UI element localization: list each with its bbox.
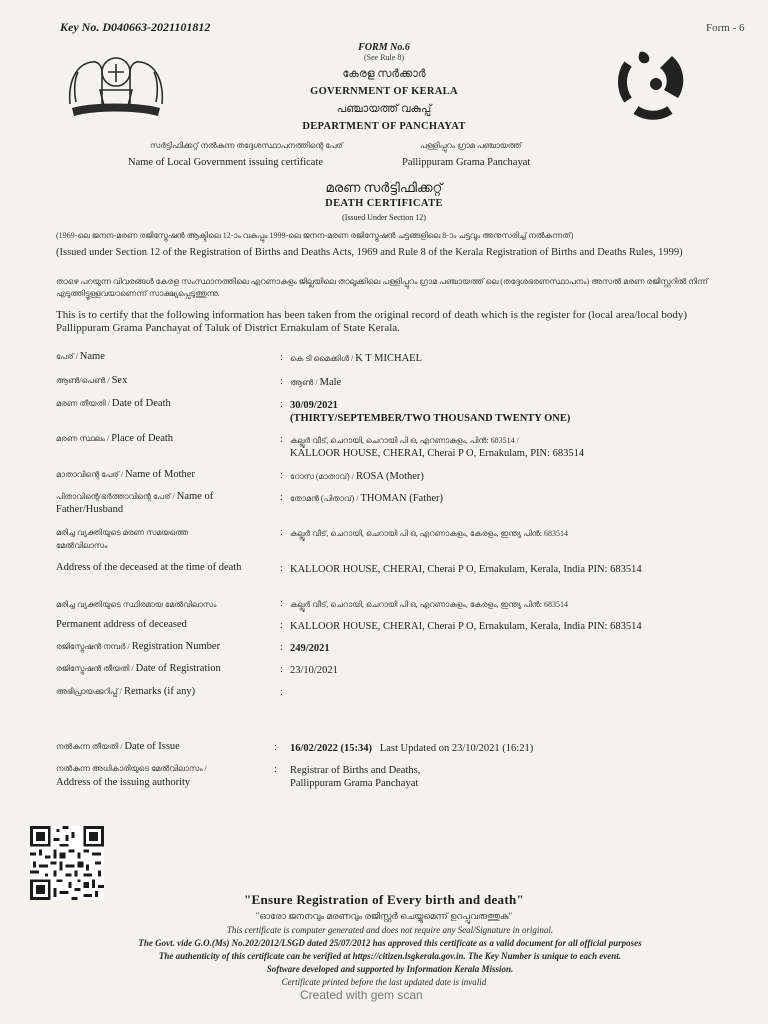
sex-label: ആൺ/പെൺ / Sex bbox=[56, 375, 128, 386]
permanent-address-ml: കല്ലൂർ വീട്, ചെറായി, ചെറായി പി ഒ, എറണാകുളം, കേരളം, ഇന്ത്യ പിൻ: 683514 bbox=[290, 600, 568, 609]
issued-under-text: (Issued under Section 12 of the Registration of Births and Deaths Acts, 1969 and Rule 8 of the Kerala Registration of Births and Deaths Rules, 1999) bbox=[56, 247, 683, 258]
scan-watermark: Created with gem scan bbox=[300, 988, 423, 1002]
date-of-death-value: 30/09/2021 bbox=[290, 400, 338, 411]
name-label: പേര് / Name bbox=[56, 351, 105, 362]
lg-label-ml: സർട്ടിഫിക്കറ്റ് നൽകുന്ന തദ്ദേശസ്ഥാപനത്തിന്റെ പേര് bbox=[150, 141, 343, 150]
address-at-death-ml: കല്ലൂർ വീട്, ചെറായി, ചെറായി പി ഒ, എറണാകുളം, കേരളം, ഇന്ത്യ പിൻ: 683514 bbox=[290, 529, 568, 538]
government-ml: കേരള സർക്കാർ bbox=[342, 68, 426, 80]
department-ml: പഞ്ചായത്ത് വകുപ്പ് bbox=[336, 103, 432, 115]
father-name-label: പിതാവിന്റെ/ഭർത്താവിന്റെ പേര് / Name of Father/Husband bbox=[56, 491, 214, 515]
address-at-death-label: Address of the deceased at the time of death bbox=[56, 562, 242, 573]
name-value: കെ ടി മൈക്കിൾ / K T MICHAEL bbox=[290, 353, 422, 364]
footer-line-3: The authenticity of this certificate can be verified at https://citizen.lsgkerala.gov.in. The Key Number is unique to each event. bbox=[158, 951, 622, 961]
registration-date-value: 23/10/2021 bbox=[290, 665, 338, 676]
date-of-issue-value: 16/02/2022 (15:34) Last Updated on 23/10/2021 (16:21) bbox=[290, 743, 534, 754]
qr-code-icon bbox=[30, 826, 104, 900]
registration-date-label: രജിസ്ട്രേഷൻ തീയതി / Date of Registration bbox=[56, 663, 221, 674]
mother-name-label: മാതാവിന്റെ പേര് / Name of Mother bbox=[56, 469, 195, 480]
colon: : bbox=[274, 742, 277, 753]
certificate-title-ml: മരണ സർട്ടിഫിക്കറ്റ് bbox=[325, 180, 443, 195]
footer-line-1: This certificate is computer generated and does not require any Seal/Signature in original. bbox=[226, 925, 554, 935]
colon: : bbox=[280, 664, 283, 675]
department-title: DEPARTMENT OF PANCHAYAT bbox=[302, 121, 466, 132]
issued-under: (Issued Under Section 12) bbox=[342, 213, 426, 222]
form-number: FORM No.6 bbox=[358, 42, 410, 53]
form-tag: Form - 6 bbox=[706, 22, 745, 34]
sex-value: ആൺ / Male bbox=[290, 377, 342, 388]
permanent-address-label-ml: മരിച്ച വ്യക്തിയുടെ സ്ഥിരമായ മേൽവിലാസം bbox=[56, 600, 217, 609]
slogan: "Ensure Registration of Every birth and death" bbox=[243, 892, 525, 907]
lg-value-ml: പള്ളിപ്പുറം ഗ്രാമ പഞ്ചായത്ത് bbox=[420, 141, 522, 150]
colon: : bbox=[280, 598, 283, 609]
colon: : bbox=[280, 687, 283, 698]
place-of-death-label: മരണ സ്ഥലം / Place of Death bbox=[56, 433, 174, 444]
place-of-death-value: KALLOOR HOUSE, CHERAI, Cherai P O, Ernakulam, PIN: 683514 bbox=[290, 448, 585, 459]
certificate-title: DEATH CERTIFICATE bbox=[325, 198, 443, 209]
colon: : bbox=[280, 527, 283, 538]
footer-line-5: Certificate printed before the last updated date is invalid bbox=[281, 977, 487, 987]
certify-text: This is to certify that the following information has been taken from the original record of death which is the register for (local area/local body) Pallippuram Grama Panchayat of Taluk of District Ernakulam of State Kerala. bbox=[56, 309, 688, 334]
lg-value: Pallippuram Grama Panchayat bbox=[402, 157, 531, 168]
see-rule: (See Rule 8) bbox=[364, 53, 404, 62]
colon: : bbox=[280, 352, 283, 363]
permanent-address-label: Permanent address of deceased bbox=[56, 619, 187, 630]
registration-number-label: രജിസ്ട്രേഷൻ നമ്പർ / Registration Number bbox=[56, 641, 221, 652]
remarks-label: അഭിപ്രായക്കുറിപ്പ് / Remarks (if any) bbox=[56, 686, 196, 697]
colon: : bbox=[280, 376, 283, 387]
address-at-death-value: KALLOOR HOUSE, CHERAI, Cherai P O, Ernakulam, Kerala, India PIN: 683514 bbox=[290, 564, 642, 575]
permanent-address-value: KALLOOR HOUSE, CHERAI, Cherai P O, Ernakulam, Kerala, India PIN: 683514 bbox=[290, 621, 642, 632]
colon: : bbox=[280, 620, 283, 631]
place-of-death-ml: കല്ലൂർ വീട്, ചെറായി, ചെറായി പി ഒ, എറണാകുളം, പിൻ: 683514 / bbox=[290, 436, 519, 445]
issuing-authority-label-ml: നൽകുന്ന അധികാരിയുടെ മേൽവിലാസം / bbox=[56, 764, 207, 773]
colon: : bbox=[274, 764, 277, 775]
colon: : bbox=[280, 434, 283, 445]
slogan-ml: "ഓരോ ജനനവും മരണവും രജിസ്റ്റർ ചെയ്യുമെന്ന് ഉറപ്പുവരുത്തുക" bbox=[255, 911, 513, 921]
government-title: GOVERNMENT OF KERALA bbox=[310, 86, 458, 97]
colon: : bbox=[280, 399, 283, 410]
issuing-authority-line1: Registrar of Births and Deaths, bbox=[290, 765, 421, 776]
registration-number-value: 249/2021 bbox=[290, 643, 330, 654]
colon: : bbox=[280, 492, 283, 503]
date-of-issue-label: നൽകുന്ന തീയതി / Date of Issue bbox=[56, 741, 180, 752]
colon: : bbox=[280, 642, 283, 653]
father-name-value: തോമൻ (പിതാവ്) / THOMAN (Father) bbox=[290, 493, 444, 504]
colon: : bbox=[280, 470, 283, 481]
date-of-death-words: (THIRTY/SEPTEMBER/TWO THOUSAND TWENTY ONE) bbox=[290, 413, 571, 424]
issuing-authority-label: Address of the issuing authority bbox=[56, 777, 191, 788]
issued-under-ml: (1969-ലെ ജനന-മരണ രജിസ്ട്രേഷൻ ആക്ടിലെ 12-ാം വകുപ്പും 1999-ലെ ജനന-മരണ രജിസ്ട്രേഷൻ ചട്ടങ്ങളിലെ 8-ാം ചട്ടവും അനുസരിച്ച് നൽകുന്നത്) bbox=[56, 231, 574, 240]
colon: : bbox=[280, 563, 283, 574]
lg-label: Name of Local Government issuing certificate bbox=[128, 157, 324, 168]
date-of-death-label: മരണ തീയതി / Date of Death bbox=[56, 398, 171, 409]
address-at-death-label-ml: മരിച്ച വ്യക്തിയുടെ മരണ സമയത്തെ മേൽവിലാസം bbox=[56, 528, 189, 550]
issuing-authority-line2: Pallippuram Grama Panchayat bbox=[290, 778, 419, 789]
footer-line-4: Software developed and supported by Information Kerala Mission. bbox=[266, 964, 514, 974]
footer-line-2: The Govt. vide G.O.(Ms) No.202/2012/LSGD dated 25/07/2012 has approved this certificate as a valid document for all official purposes bbox=[138, 938, 642, 948]
mother-name-value: റോസ (മാതാവ്) / ROSA (Mother) bbox=[290, 471, 424, 482]
certify-ml: താഴെ പറയുന്ന വിവരങ്ങൾ കേരള സംസ്ഥാനത്തിലെ എറണാകുളം ജില്ലയിലെ താലൂക്കിലെ പള്ളിപ്പുറം ഗ്രാമ പഞ്ചായത്ത് ലെ (തദ്ദേശഭരണസ്ഥാപനം) അസൽ മരണ രജിസ്റ്ററിൽ നിന്ന് എടുത്തിട്ടുള്ളവയാണെന്ന് സാക്ഷ്യപ്പെടുത്തുന്നു. bbox=[56, 277, 708, 298]
key-number: Key No. D040663-2021101812 bbox=[60, 20, 211, 34]
